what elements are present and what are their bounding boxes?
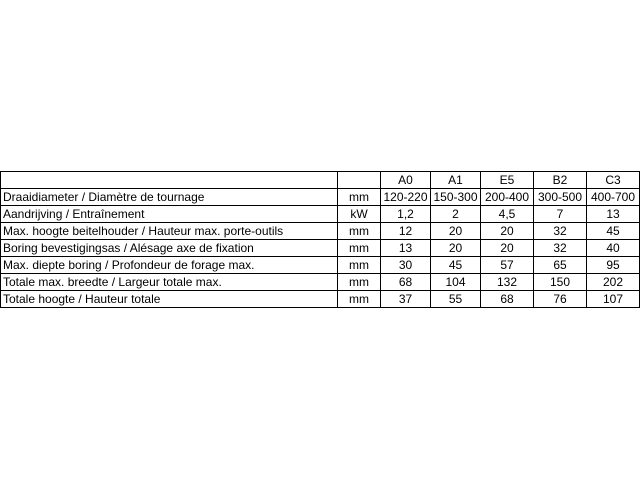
header-model-a0: A0 (381, 172, 431, 189)
header-model-b2: B2 (534, 172, 587, 189)
row-value: 20 (481, 223, 534, 240)
row-label: Totale hoogte / Hauteur totale (1, 291, 338, 308)
row-value: 20 (481, 240, 534, 257)
spec-table-container (0, 171, 640, 308)
row-value: 32 (534, 240, 587, 257)
table-row (1, 206, 640, 223)
row-value: 300-500 (534, 189, 587, 206)
row-value: 20 (431, 240, 481, 257)
row-value: 4,5 (481, 206, 534, 223)
header-unit-cell (338, 172, 381, 189)
row-label: Max. diepte boring / Profondeur de forage max. (1, 257, 338, 274)
header-model-c3: C3 (587, 172, 640, 189)
row-value: 132 (481, 274, 534, 291)
row-value: 65 (534, 257, 587, 274)
row-value: 68 (381, 274, 431, 291)
row-value: 57 (481, 257, 534, 274)
row-value: 120-220 (381, 189, 431, 206)
row-value: 400-700 (587, 189, 640, 206)
row-unit: mm (338, 223, 381, 240)
row-label: Aandrijving / Entraînement (1, 206, 338, 223)
row-unit: mm (338, 257, 381, 274)
row-value: 2 (431, 206, 481, 223)
row-label: Boring bevestigingsas / Alésage axe de fixation (1, 240, 338, 257)
table-row (1, 291, 640, 308)
row-label: Totale max. breedte / Largeur totale max. (1, 274, 338, 291)
row-value: 55 (431, 291, 481, 308)
row-value: 95 (587, 257, 640, 274)
row-value: 12 (381, 223, 431, 240)
row-unit: mm (338, 291, 381, 308)
row-unit: mm (338, 274, 381, 291)
row-value: 45 (431, 257, 481, 274)
header-model-e5: E5 (481, 172, 534, 189)
row-value: 45 (587, 223, 640, 240)
row-unit: kW (338, 206, 381, 223)
row-unit: mm (338, 240, 381, 257)
row-value: 13 (381, 240, 431, 257)
row-value: 20 (431, 223, 481, 240)
row-value: 40 (587, 240, 640, 257)
row-value: 7 (534, 206, 587, 223)
table-row (1, 257, 640, 274)
row-label: Draaidiameter / Diamètre de tournage (1, 189, 338, 206)
row-value: 37 (381, 291, 431, 308)
table-row (1, 274, 640, 291)
row-value: 107 (587, 291, 640, 308)
row-value: 150-300 (431, 189, 481, 206)
table-row (1, 189, 640, 206)
table-row (1, 240, 640, 257)
row-unit: mm (338, 189, 381, 206)
row-label: Max. hoogte beitelhouder / Hauteur max. porte-outils (1, 223, 338, 240)
row-value: 150 (534, 274, 587, 291)
header-model-a1: A1 (431, 172, 481, 189)
row-value: 32 (534, 223, 587, 240)
row-value: 76 (534, 291, 587, 308)
row-value: 1,2 (381, 206, 431, 223)
row-value: 200-400 (481, 189, 534, 206)
header-label-cell (1, 172, 338, 189)
row-value: 104 (431, 274, 481, 291)
row-value: 13 (587, 206, 640, 223)
table-header-row (1, 172, 640, 189)
row-value: 202 (587, 274, 640, 291)
row-value: 30 (381, 257, 431, 274)
row-value: 68 (481, 291, 534, 308)
spec-table (0, 171, 640, 308)
table-row (1, 223, 640, 240)
